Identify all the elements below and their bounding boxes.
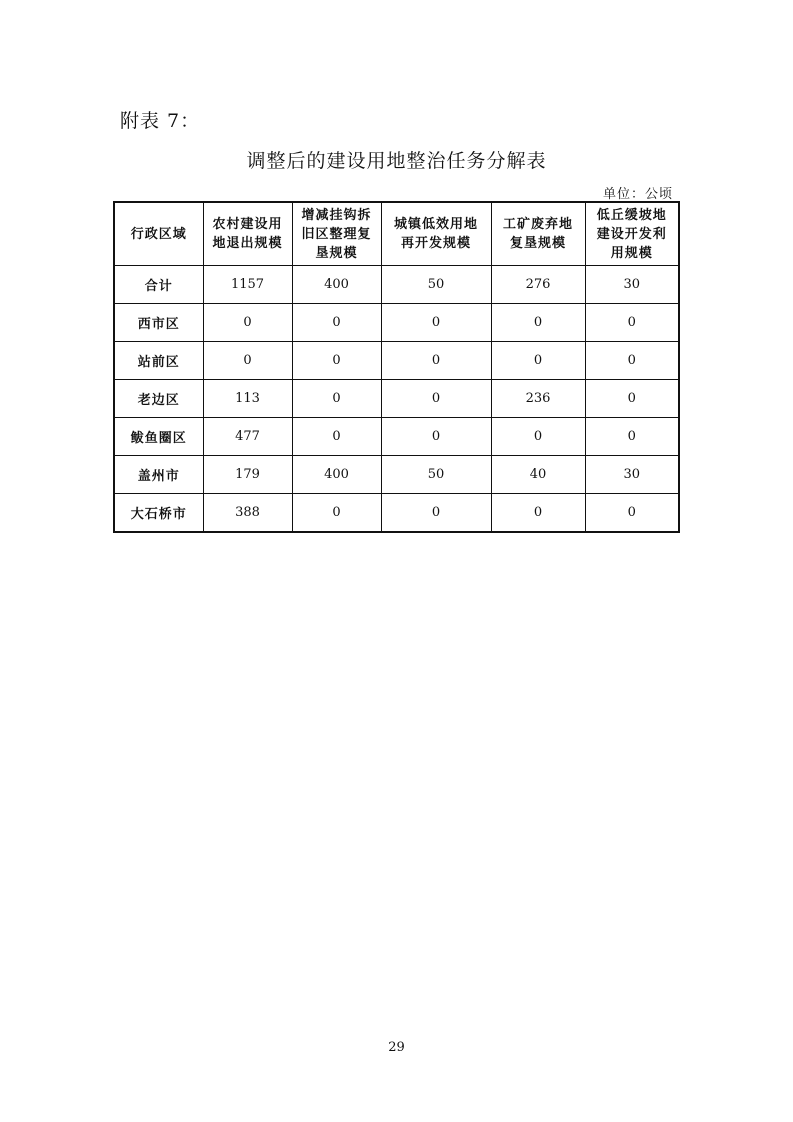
value-cell: 0 xyxy=(585,380,679,418)
region-cell: 老边区 xyxy=(114,380,203,418)
value-cell: 50 xyxy=(381,456,491,494)
region-cell: 盖州市 xyxy=(114,456,203,494)
value-cell: 30 xyxy=(585,266,679,304)
value-cell: 0 xyxy=(292,418,381,456)
value-cell: 0 xyxy=(381,418,491,456)
value-cell: 0 xyxy=(491,342,585,380)
value-cell: 400 xyxy=(292,266,381,304)
table-row xyxy=(114,456,679,494)
header-region: 行政区域 xyxy=(114,202,203,266)
header-mining-reclaim: 工矿废弃地复垦规模 xyxy=(491,202,585,266)
table-row xyxy=(114,418,679,456)
value-cell: 0 xyxy=(585,494,679,533)
table-row xyxy=(114,494,679,533)
value-cell: 40 xyxy=(491,456,585,494)
value-cell: 0 xyxy=(381,494,491,533)
table-row xyxy=(114,380,679,418)
value-cell: 0 xyxy=(203,304,292,342)
value-cell: 0 xyxy=(292,494,381,533)
region-cell: 合计 xyxy=(114,266,203,304)
task-breakdown-table xyxy=(113,201,680,533)
value-cell: 50 xyxy=(381,266,491,304)
value-cell: 30 xyxy=(585,456,679,494)
unit-note: 单位：公顷 xyxy=(602,187,673,202)
value-cell: 0 xyxy=(585,342,679,380)
table-row xyxy=(114,266,679,304)
region-cell: 西市区 xyxy=(114,304,203,342)
value-cell: 179 xyxy=(203,456,292,494)
value-cell: 236 xyxy=(491,380,585,418)
value-cell: 388 xyxy=(203,494,292,533)
page-number: 29 xyxy=(388,1040,405,1055)
value-cell: 0 xyxy=(491,494,585,533)
value-cell: 0 xyxy=(203,342,292,380)
value-cell: 0 xyxy=(292,304,381,342)
table-header-row xyxy=(114,202,679,266)
value-cell: 1157 xyxy=(203,266,292,304)
appendix-label: 附表 7： xyxy=(120,110,201,132)
value-cell: 113 xyxy=(203,380,292,418)
document-title: 调整后的建设用地整治任务分解表 xyxy=(246,150,547,172)
region-cell: 站前区 xyxy=(114,342,203,380)
table-row xyxy=(114,342,679,380)
value-cell: 0 xyxy=(585,304,679,342)
header-rural-exit: 农村建设用地退出规模 xyxy=(203,202,292,266)
header-urban-redevelop: 城镇低效用地再开发规模 xyxy=(381,202,491,266)
value-cell: 0 xyxy=(491,418,585,456)
value-cell: 0 xyxy=(381,380,491,418)
value-cell: 0 xyxy=(381,304,491,342)
header-hill-slope: 低丘缓坡地建设开发利用规模 xyxy=(585,202,679,266)
value-cell: 0 xyxy=(381,342,491,380)
value-cell: 276 xyxy=(491,266,585,304)
region-cell: 大石桥市 xyxy=(114,494,203,533)
value-cell: 0 xyxy=(491,304,585,342)
value-cell: 400 xyxy=(292,456,381,494)
value-cell: 0 xyxy=(292,342,381,380)
table-row xyxy=(114,304,679,342)
value-cell: 0 xyxy=(585,418,679,456)
value-cell: 477 xyxy=(203,418,292,456)
value-cell: 0 xyxy=(292,380,381,418)
region-cell: 鲅鱼圈区 xyxy=(114,418,203,456)
header-linkage-reclaim: 增减挂钩拆旧区整理复垦规模 xyxy=(292,202,381,266)
